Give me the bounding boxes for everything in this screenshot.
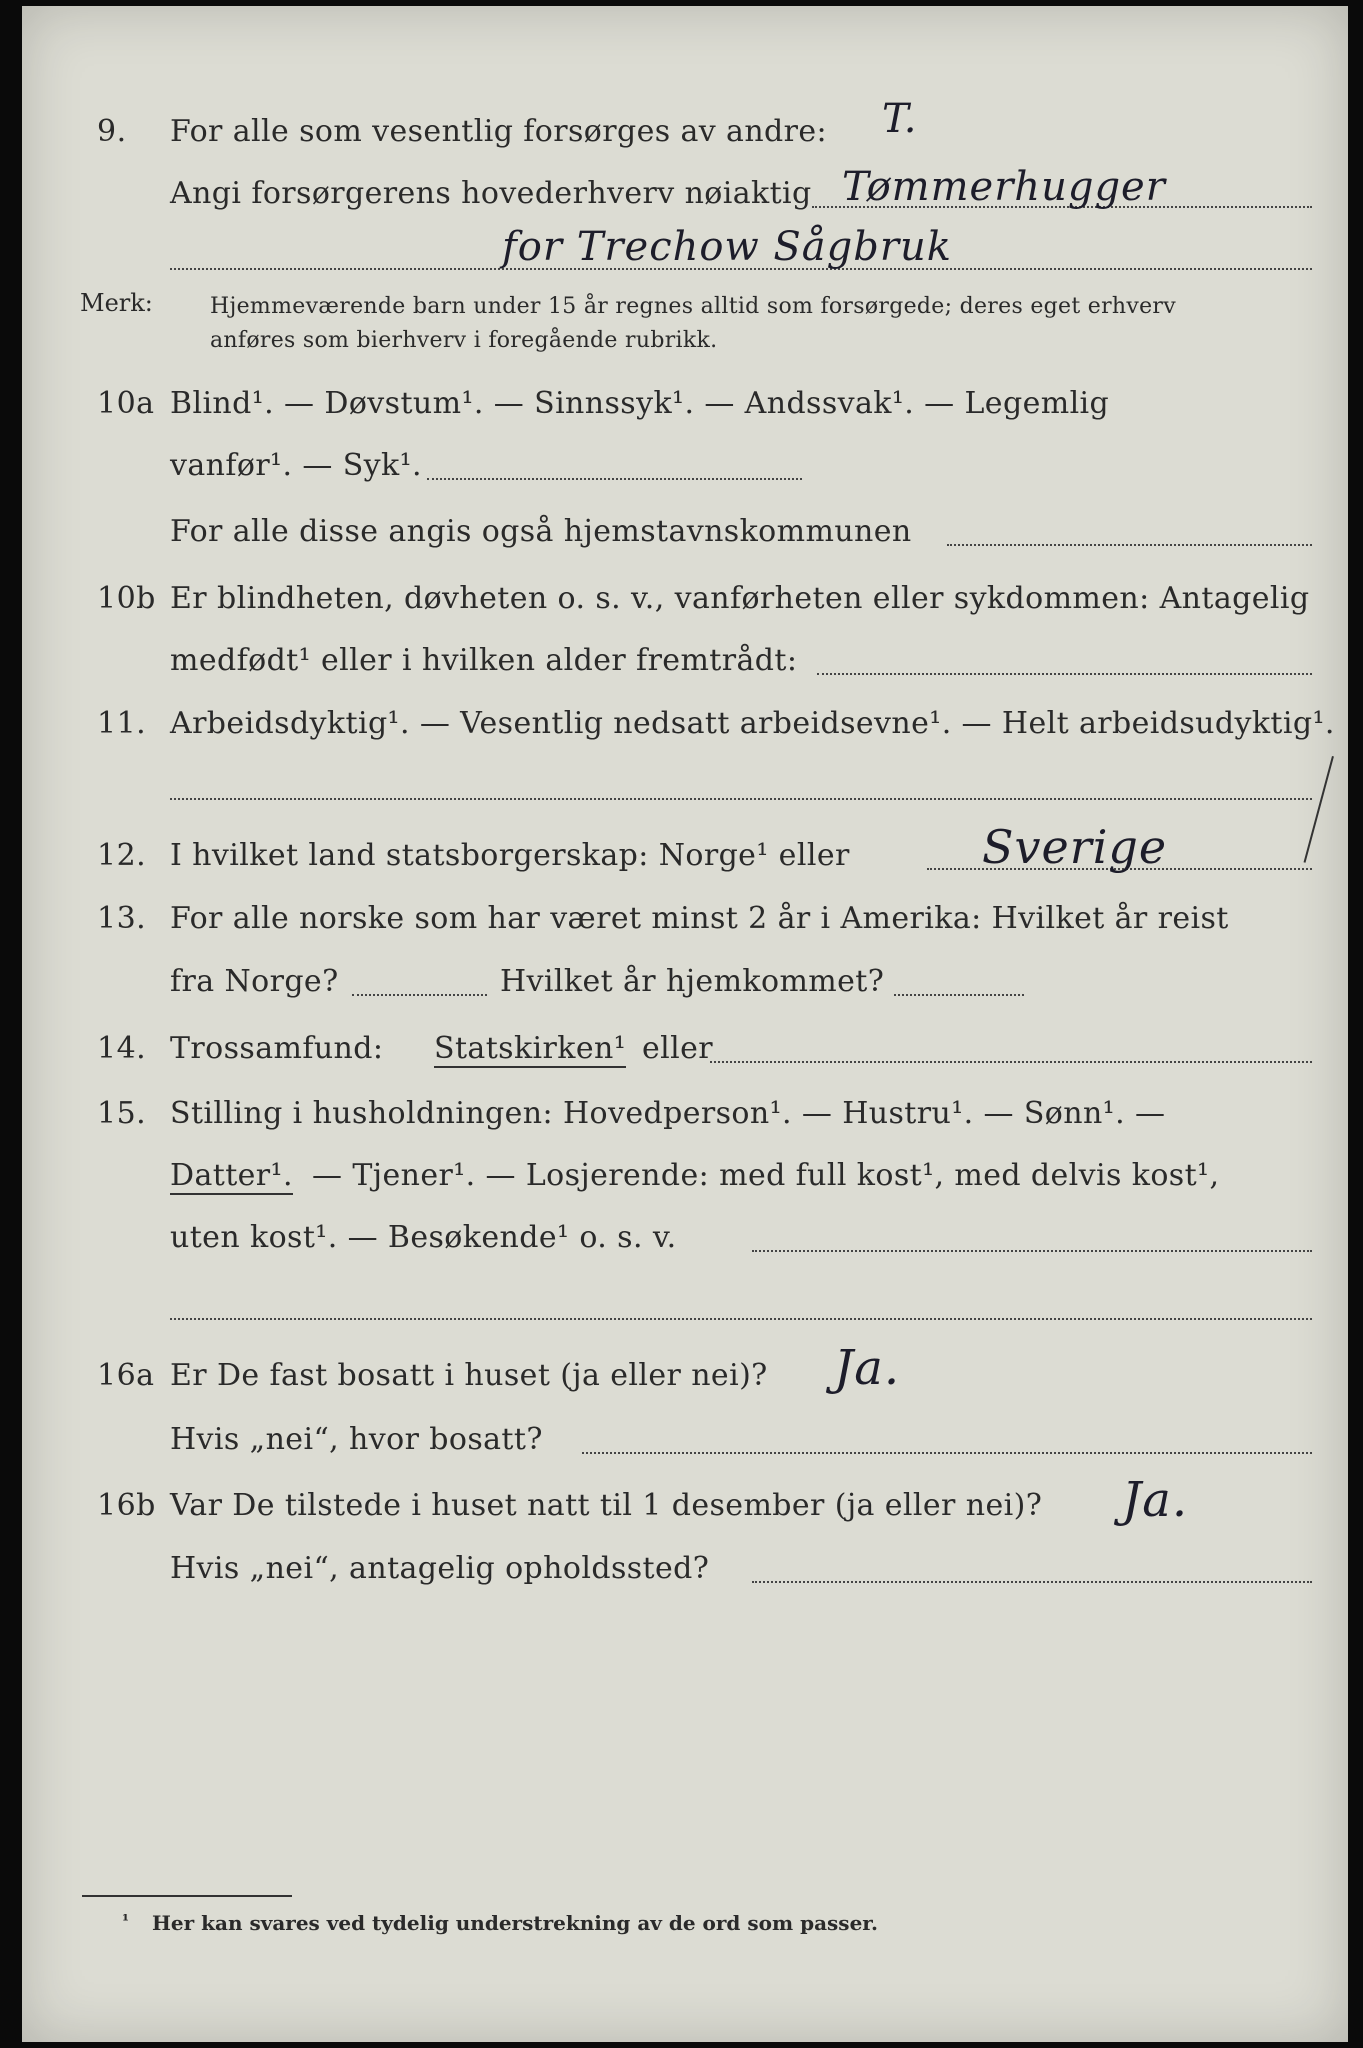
q16b-answer-line: [752, 1581, 1312, 1583]
q10a-answer-line-1: [427, 478, 802, 480]
q10a-text-3: For alle disse angis også hjemstavnskommunen: [170, 514, 912, 549]
q16a-number: 16a: [97, 1358, 155, 1393]
q10b-number: 10b: [97, 581, 156, 616]
q10a-text-1: Blind¹. — Døvstum¹. — Sinnssyk¹. — Andssvak¹. — Legemlig: [170, 386, 1110, 421]
q16b-text-2: Hvis „nei“, antagelig opholdssted?: [170, 1551, 710, 1586]
q13-answer-line-1: [352, 994, 487, 996]
q15-answer-line-1: [752, 1250, 1312, 1252]
footnote-rule: [82, 1895, 292, 1897]
q13-number: 13.: [97, 901, 147, 936]
q16a-answer-line: [582, 1452, 1312, 1454]
q9-number: 9.: [97, 114, 127, 149]
q9-row-3: [22, 224, 1348, 278]
merk-text-2: anføres som bierhverv i foregående rubrikk.: [210, 328, 718, 353]
q15-text-1: Stilling i husholdningen: Hovedperson¹. — Hustru¹. — Sønn¹. —: [170, 1096, 1166, 1131]
q16a-row-2: [22, 1422, 1348, 1462]
q9-row-1: [22, 96, 1348, 154]
q10a-row-1: [22, 386, 1348, 426]
q15-answer-line-2: [170, 1318, 1312, 1320]
q9-row-2: [22, 164, 1348, 216]
q15-row-3: [22, 1220, 1348, 1260]
q14-text-statskirken: Statskirken¹: [434, 1031, 627, 1066]
q16b-row-2: [22, 1551, 1348, 1591]
q14-number: 14.: [97, 1031, 147, 1066]
q12-number: 12.: [97, 838, 147, 873]
q9-text-1: For alle som vesentlig forsørges av andre:: [170, 114, 828, 149]
q16a-handwritten: Ja.: [834, 1340, 901, 1396]
q15-row-1: [22, 1096, 1348, 1136]
q10a-row-2: [22, 448, 1348, 488]
q10a-row-3: [22, 514, 1348, 554]
q15-text-3: uten kost¹. — Besøkende¹ o. s. v.: [170, 1220, 677, 1255]
q11-text-1: Arbeidsdyktig¹. — Vesentlig nedsatt arbeidsevne¹. — Helt arbeidsudyktig¹.: [170, 706, 1335, 741]
q13-answer-line-2: [894, 994, 1024, 996]
q16a-row-1: [22, 1340, 1348, 1398]
q16a-text-2: Hvis „nei“, hvor bosatt?: [170, 1422, 543, 1457]
q12-row-1: [22, 820, 1348, 878]
q9-handwritten-2: Tømmerhugger: [842, 164, 1166, 210]
q16a-text-1: Er De fast bosatt i huset (ja eller nei)?: [170, 1358, 768, 1393]
q14-text-1a: Trossamfund:: [170, 1031, 384, 1066]
q10a-answer-line-2: [947, 544, 1312, 546]
merk-label: Merk:: [80, 289, 153, 317]
census-form-page: [22, 6, 1348, 2042]
q11-number: 11.: [97, 706, 147, 741]
q15-row-2: [22, 1158, 1348, 1198]
footnote-text: Her kan svares ved tydelig understrekning av de ord som passer.: [152, 1911, 878, 1935]
q10a-text-2: vanfør¹. — Syk¹.: [170, 448, 422, 483]
q9-handwritten-1: T.: [882, 96, 918, 142]
q16b-number: 16b: [97, 1488, 156, 1523]
q15-number: 15.: [97, 1096, 147, 1131]
q11-row-2: [22, 768, 1348, 808]
q15-row-4: [22, 1288, 1348, 1328]
footnote-mark: ¹: [122, 1911, 130, 1930]
q14-answer-line: [710, 1061, 1312, 1063]
q9-handwritten-3: for Trechow Sågbruk: [502, 224, 952, 270]
q11-row-1: [22, 706, 1348, 746]
q10a-number: 10a: [97, 386, 155, 421]
q9-text-2: Angi forsørgerens hovederhverv nøiaktig: [170, 176, 812, 211]
q11-answer-line: [170, 798, 1312, 800]
q16b-handwritten: Ja.: [1122, 1472, 1189, 1528]
q14-text-1c: eller: [642, 1031, 714, 1066]
q12-handwritten: Sverige: [982, 820, 1168, 874]
q13-text-2a: fra Norge?: [170, 964, 339, 999]
q10b-answer-line: [817, 673, 1312, 675]
q12-text-1: I hvilket land statsborgerskap: Norge¹ eller: [170, 838, 850, 873]
q10b-row-2: [22, 643, 1348, 683]
q14-row-1: [22, 1031, 1348, 1071]
q15-text-datter: Datter¹.: [170, 1158, 293, 1193]
q10b-text-1: Er blindheten, døvheten o. s. v., vanførheten eller sykdommen: Antagelig: [170, 581, 1310, 616]
q10b-text-2: medfødt¹ eller i hvilken alder fremtrådt:: [170, 643, 798, 678]
q13-text-2b: Hvilket år hjemkommet?: [500, 964, 885, 999]
merk-text-1: Hjemmeværende barn under 15 år regnes alltid som forsørgede; deres eget erhverv: [210, 294, 1176, 319]
q13-row-2: [22, 964, 1348, 1004]
q16b-row-1: [22, 1472, 1348, 1528]
q15-text-2b: — Tjener¹. — Losjerende: med full kost¹, med delvis kost¹,: [312, 1158, 1220, 1193]
q13-text-1: For alle norske som har været minst 2 år i Amerika: Hvilket år reist: [170, 901, 1229, 936]
q13-row-1: [22, 901, 1348, 941]
q16b-text-1: Var De tilstede i huset natt til 1 desember (ja eller nei)?: [170, 1488, 1043, 1523]
q10b-row-1: [22, 581, 1348, 621]
